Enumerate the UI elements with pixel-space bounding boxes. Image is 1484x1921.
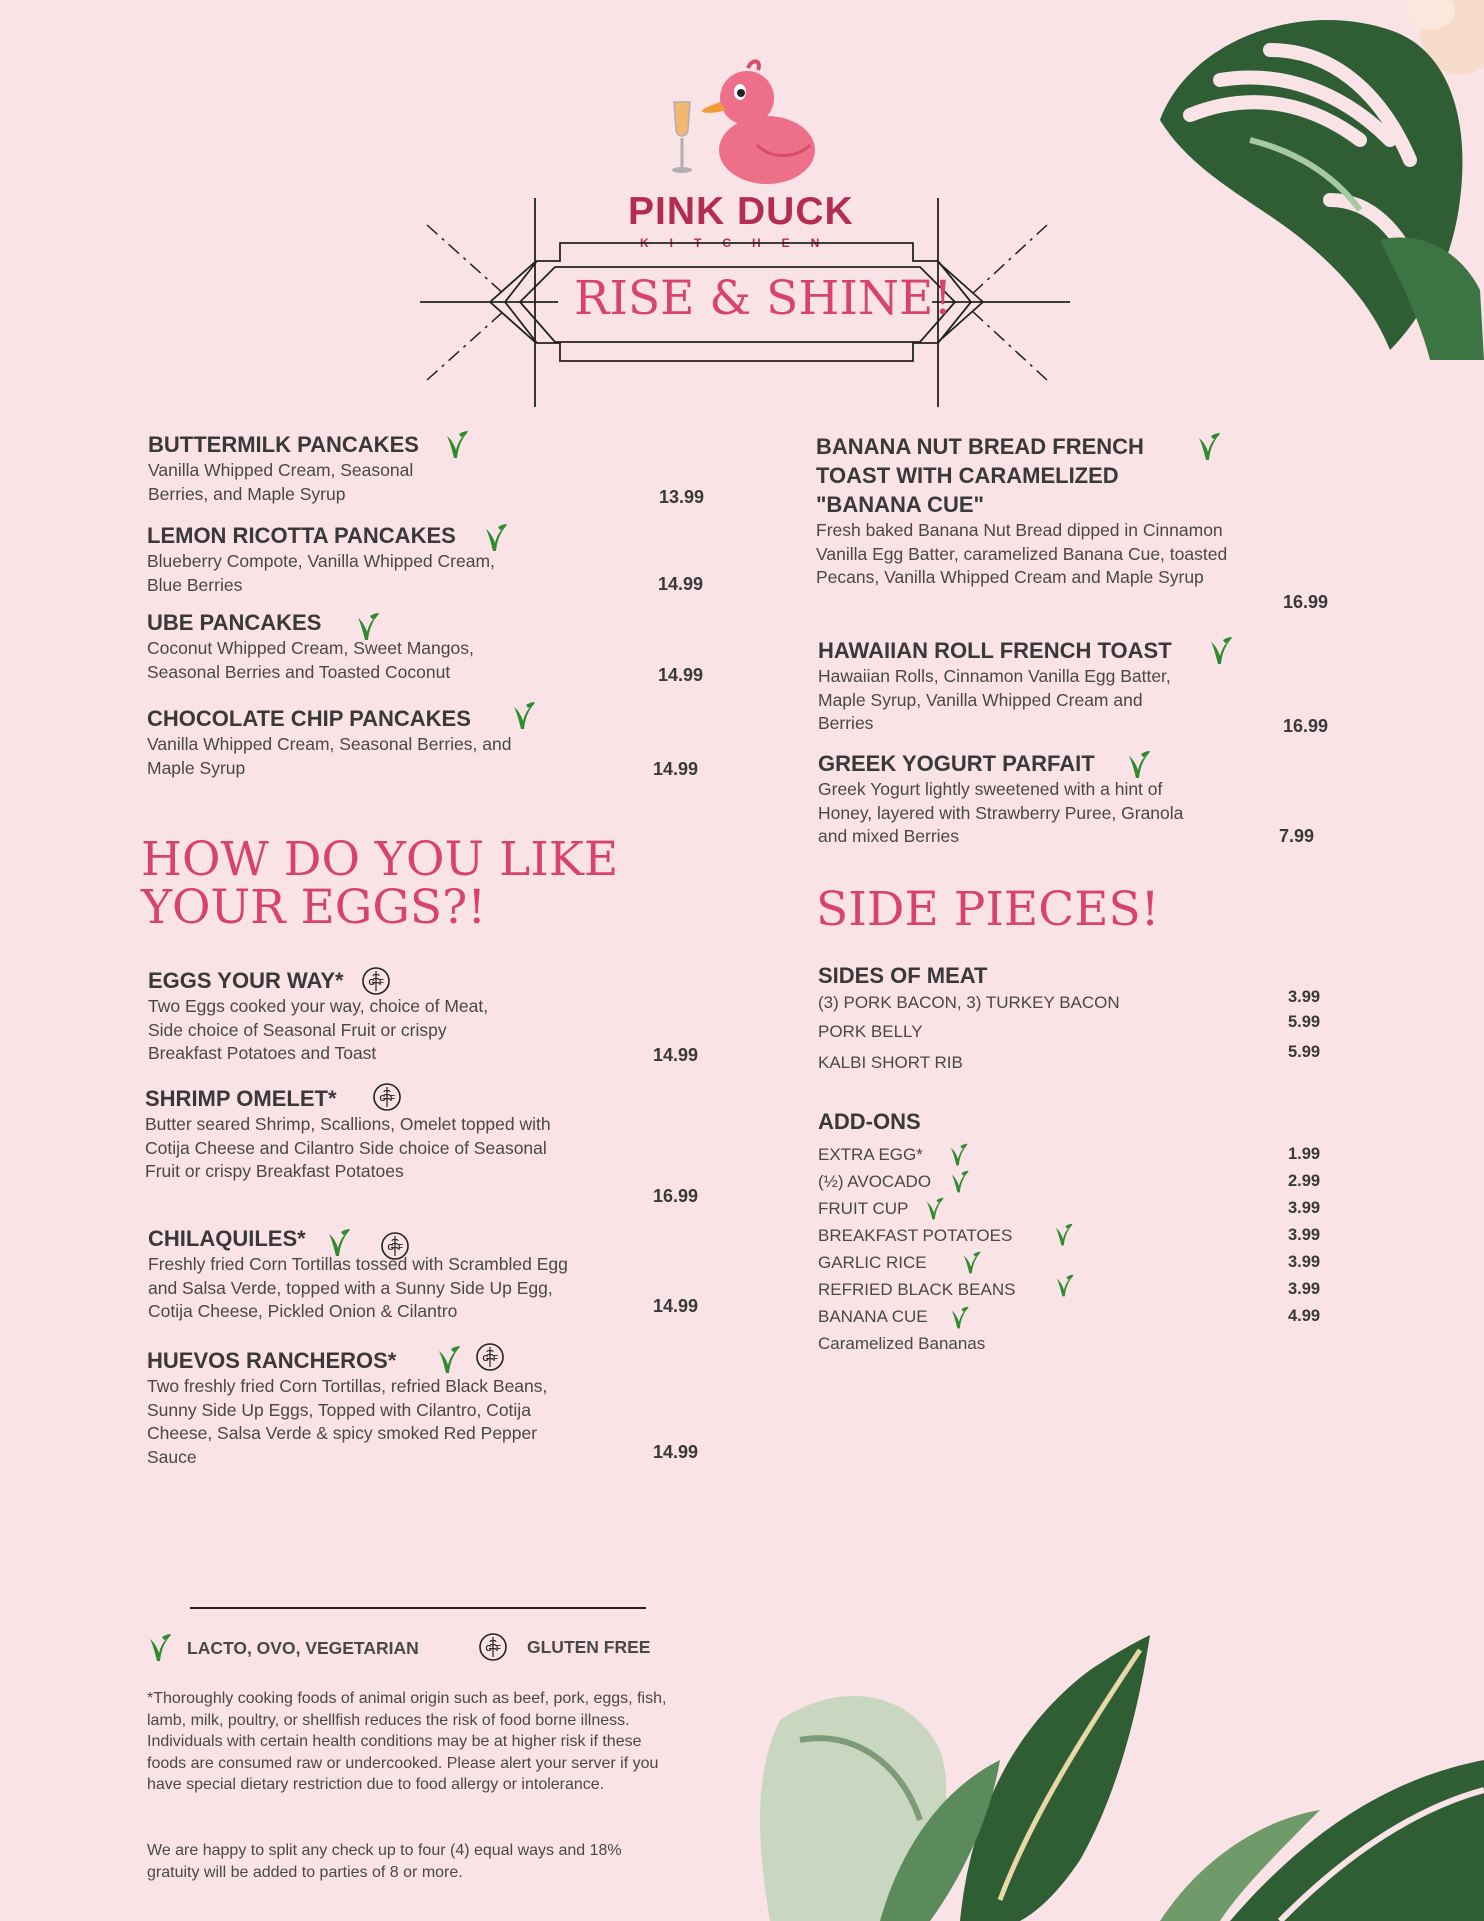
side-item-label: EXTRA EGG* [818,1145,923,1164]
item-description: Blueberry Compote, Vanilla Whipped Cream, Blue Berries [147,551,495,595]
section-title-eggs: HOW DO YOU LIKE YOUR EGGS?! [141,832,619,935]
item-price: 14.99 [653,1296,699,1316]
item-description: Vanilla Whipped Cream, Seasonal Berries, and Maple Syrup [148,460,414,504]
item-description: Two freshly fried Corn Tortillas, refried Black Beans, Sunny Side Up Eggs, Topped with Cilantro, Cotija Cheese, Salsa Verde & spicy smoked Red Pepper Sauce [147,1376,548,1467]
vegetarian-icon [443,430,469,460]
item-name: UBE PANCAKES [147,610,322,635]
item-name: HUEVOS RANCHEROS* [147,1348,397,1373]
item-price: 14.99 [658,574,704,594]
item-price: 16.99 [1283,592,1329,612]
side-item-label: GARLIC RICE [818,1253,927,1272]
add-on-note: Caramelized Bananas [818,1334,986,1353]
item-description: Hawaiian Rolls, Cinnamon Vanilla Egg Batter, Maple Syrup, Vanilla Whipped Cream and Berries [818,666,1171,733]
vegetarian-icon [1207,636,1233,666]
vegetarian-icon [948,1170,970,1194]
menu-item [816,432,1236,590]
item-name: CHOCOLATE CHIP PANCAKES [147,706,471,731]
gluten-free-icon [475,1342,505,1372]
side-item-label: KALBI SHORT RIB [818,1053,963,1072]
item-price: 16.99 [653,1186,699,1206]
food-safety-warning: *Thoroughly cooking foods of animal origin such as beef, pork, eggs, fish, lamb, milk, poultry, or shellfish reduces the risk of food borne illness. Individuals with certain health conditions may be at higher risk if these foods are consumed raw or undercooked. Please alert your server if you have special dietary restriction due to food allergy or intolerance. [147,1690,667,1794]
vegetarian-icon [325,1228,351,1258]
brand-name: PINK DUCK [628,190,854,233]
item-name: LEMON RICOTTA PANCAKES [147,523,456,548]
vegetarian-icon [947,1143,969,1167]
tropical-leaves-bottom-icon [760,1620,1484,1921]
side-item-price: 3.99 [1288,988,1321,1006]
vegetarian-icon [960,1251,982,1275]
side-item-price: 1.99 [1288,1145,1321,1163]
item-name: SHRIMP OMELET* [145,1086,337,1111]
item-name: BANANA NUT BREAD FRENCH TOAST WITH CARAMELIZED "BANANA CUE" [816,434,1144,517]
gluten-free-icon [478,1632,508,1662]
item-name: GREEK YOGURT PARFAIT [818,751,1095,776]
side-item-price: 3.99 [1288,1226,1321,1244]
vegetarian-icon [482,523,508,553]
menu-item [148,1224,598,1324]
gluten-free-icon [361,966,391,996]
side-item-label: PORK BELLY [818,1022,923,1041]
vegetarian-icon [1052,1223,1074,1247]
banner-title: RISE & SHINE! [574,271,953,326]
item-description: Butter seared Shrimp, Scallions, Omelet topped with Cotija Cheese and Cilantro Side choice of Seasonal Fruit or crispy Breakfast Potatoes [145,1114,551,1181]
side-item-price: 5.99 [1288,1013,1321,1031]
vegetarian-icon [1053,1274,1075,1298]
item-name: EGGS YOUR WAY* [148,968,344,993]
menu-item [145,1084,595,1184]
check-split-policy: We are happy to split any check up to four (4) equal ways and 18% gratuity will be added to parties of 8 or more. [147,1842,622,1881]
side-item-price: 3.99 [1288,1280,1321,1298]
item-name: CHILAQUILES* [148,1226,306,1251]
side-item-price: 2.99 [1288,1172,1321,1190]
menu-item [818,749,1238,849]
vegetarian-icon [1195,432,1221,462]
item-price: 14.99 [658,665,704,685]
gluten-free-icon [380,1231,410,1261]
vegetarian-icon [948,1306,970,1330]
item-name: BUTTERMILK PANCAKES [148,432,419,457]
side-item-price: 4.99 [1288,1307,1321,1325]
vegetarian-icon [146,1633,172,1663]
monstera-leaf-top-right-icon [1130,0,1484,360]
vegetarian-icon [354,612,380,642]
pink-duck-logo-icon [662,50,822,190]
item-description: Freshly fried Corn Tortillas tossed with Scrambled Egg and Salsa Verde, topped with a Sunny Side Up Egg, Cotija Cheese, Pickled Onion & Cilantro [148,1254,568,1321]
item-price: 16.99 [1283,716,1329,736]
menu-item [147,521,597,597]
section-title-sides: SIDE PIECES! [816,882,1160,937]
item-price: 13.99 [659,487,705,507]
legend-divider [190,1607,646,1609]
side-item-price: 5.99 [1288,1043,1321,1061]
side-item-label: BANANA CUE [818,1307,928,1326]
menu-item [818,636,1238,736]
item-price: 7.99 [1279,826,1315,846]
side-item-label: (3) PORK BACON, 3) TURKEY BACON [818,993,1120,1012]
item-price: 14.99 [653,1045,699,1065]
menu-item [147,1346,597,1469]
side-item-price: 3.99 [1288,1199,1321,1217]
legend-vegetarian-label: LACTO, OVO, VEGETARIAN [187,1638,419,1658]
item-description: Vanilla Whipped Cream, Seasonal Berries, and Maple Syrup [147,734,512,778]
side-item-label: FRUIT CUP [818,1199,909,1218]
menu-item [148,430,598,506]
brand-sub: KITCHEN [640,236,841,250]
vegetarian-icon [510,701,536,731]
side-item-label: (½) AVOCADO [818,1172,932,1191]
sides-of-meat-title: SIDES OF MEAT [818,963,988,988]
vegetarian-icon [923,1197,945,1221]
item-description: Greek Yogurt lightly sweetened with a hint of Honey, layered with Strawberry Puree, Granola and mixed Berries [818,779,1184,846]
side-item-price: 3.99 [1288,1253,1321,1271]
side-item-label: BREAKFAST POTATOES [818,1226,1013,1245]
add-ons-title: ADD-ONS [818,1109,921,1134]
item-description: Fresh baked Banana Nut Bread dipped in Cinnamon Vanilla Egg Batter, caramelized Banana Cue, toasted Pecans, Vanilla Whipped Cream and Maple Syrup [816,520,1228,587]
item-description: Coconut Whipped Cream, Sweet Mangos, Seasonal Berries and Toasted Coconut [147,638,474,682]
item-description: Two Eggs cooked your way, choice of Meat, Side choice of Seasonal Fruit or crispy Breakfast Potatoes and Toast [148,996,489,1063]
vegetarian-icon [435,1345,461,1375]
gluten-free-icon [372,1082,402,1112]
item-name: HAWAIIAN ROLL FRENCH TOAST [818,638,1172,663]
vegetarian-icon [1125,750,1151,780]
item-price: 14.99 [653,759,699,779]
item-price: 14.99 [653,1442,699,1462]
side-item-label: REFRIED BLACK BEANS [818,1280,1016,1299]
legend-gluten-free-label: GLUTEN FREE [527,1637,651,1657]
